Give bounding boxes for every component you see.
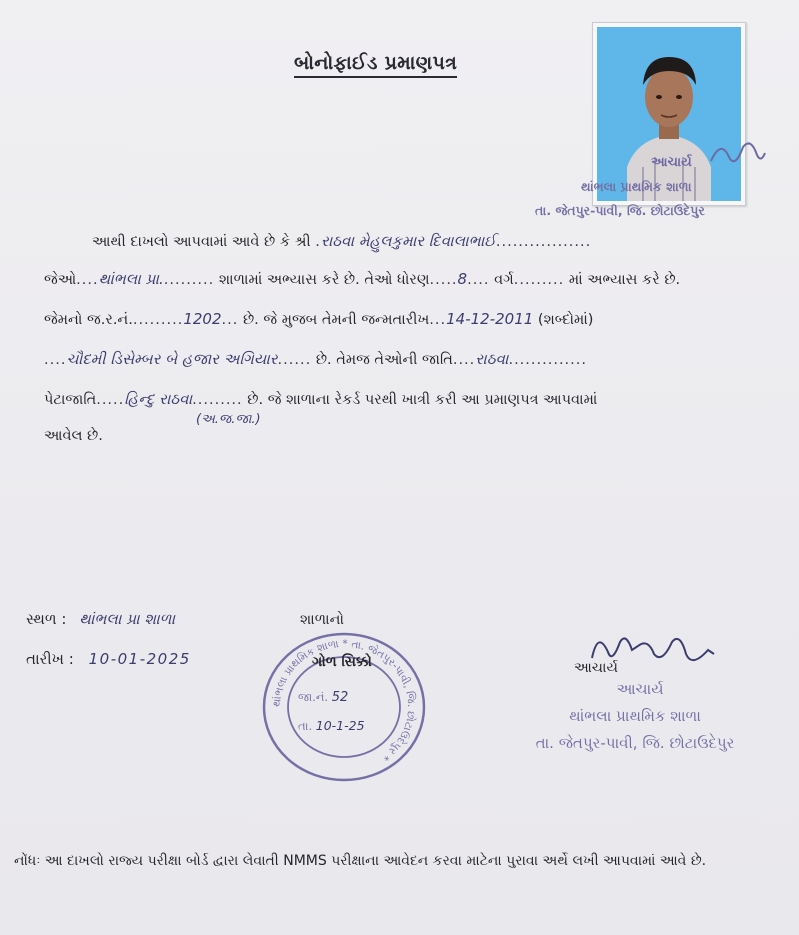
place-row: [26, 610, 175, 628]
student-photo: [535, 22, 746, 218]
line4-mid: છે. તેમજ તેઓની જાતિ: [315, 352, 453, 368]
seal-date-value: 10-1-25: [315, 718, 365, 733]
place-value: થાંભલા પ્રા શાળા: [79, 610, 175, 628]
signature-label: આચાર્ય: [574, 660, 618, 676]
caste: રાઠવા: [475, 350, 509, 368]
seal-no-label: જા.નં.: [298, 690, 329, 704]
subcaste: હિન્દુ રાઠવા: [124, 390, 193, 408]
register-no: 1202: [183, 310, 222, 328]
date-label: તારીખ :: [26, 650, 74, 668]
student-name: રાઠવા મેહુલકુમાર દિવાલાભાઈ: [320, 232, 496, 250]
principal-role: આચાર્ય: [616, 680, 664, 698]
line3-suffix: (શબ્દોમાં): [537, 312, 594, 328]
line3-prefix: જેમનો જ.ર.નં.: [44, 312, 133, 328]
photo-signature: [707, 133, 767, 173]
body-line-5: પેટાજાતિ.....હિન્દુ રાઠવા......... છે. જે શાળાના રેકર્ડ પરથી ખાત્રી કરી આ પ્રમાણપત્ર આપવામાં: [44, 390, 598, 408]
seal-date-row: [298, 718, 365, 734]
school-short: થાંભલા પ્રા.: [98, 270, 164, 288]
seal-no-row: [298, 690, 348, 705]
body-line-2: જેઓ....થાંભલા પ્રા.......... શાળામાં અભ્યાસ કરે છે. તેઓ ધોરણ.....8.... વર્ગ......... માં અભ્યાસ કરે છે.: [44, 270, 681, 288]
seal-ring-text: થાંભલા પ્રાથમિક શાળા * તા. જેતપુર-પાવી, જિ. છોટાઉદેપુર *: [270, 637, 418, 764]
date-value: 10-01-2025: [88, 650, 191, 668]
photo-stamp-place: તા. જેતપુર-પાવી, જિ. છોટાઉદેપુર: [535, 203, 705, 218]
line2-mid: શાળામાં અભ્યાસ કરે છે. તેઓ ધોરણ: [218, 272, 430, 288]
line2-suffix: માં અભ્યાસ કરે છે.: [568, 272, 681, 288]
certificate-note: નોંધઃ આ દાખલો રાજ્ય પરીક્ષા બોર્ડ દ્વારા લેવાતી NMMS પરીક્ષાના આવેદન કરવા માટેના પુરાવા અર્થે લખી આપવામાં આવે છે.: [14, 853, 707, 869]
line2-mid2: વર્ગ: [494, 272, 514, 288]
photo-stamp-role: આચાર્ય: [651, 155, 692, 170]
line2-prefix: જેઓ: [44, 272, 77, 288]
body-line-4: ....ચૌદમી ડિસેમ્બર બે હજાર અગિયાર...... છે. તેમજ તેઓની જાતિ....રાઠવા..............: [44, 350, 587, 368]
birth-words: ચૌદમી ડિસેમ્બર બે હજાર અગિયાર: [66, 350, 278, 368]
seal-no-value: 52: [331, 690, 349, 705]
line5-suffix: છે. જે શાળાના રેકર્ડ પરથી ખાત્રી કરી આ પ્રમાણપત્ર આપવામાં: [247, 392, 598, 408]
certificate-title: બોનોફાઈડ પ્રમાણપત્ર: [294, 52, 457, 78]
seal-label-1: શાળાનો: [300, 612, 345, 628]
photo-stamp-school: થાંભલા પ્રાથમિક શાળા: [581, 179, 692, 194]
date-row: [26, 650, 191, 668]
place-label: સ્થળ :: [26, 610, 67, 628]
line1-prefix: આથી દાખલો આપવામાં આવે છે કે શ્રી: [92, 234, 311, 250]
line3-mid: છે. જે મુજબ તેમની જન્મતારીખ: [242, 312, 430, 328]
subcaste-note: (અ.જ.જા.): [196, 412, 261, 427]
school-round-seal: [262, 632, 426, 782]
body-line-3: જેમનો જ.ર.નં..........1202... છે. જે મુજબ તેમની જન્મતારીખ...14-12-2011 (શબ્દોમાં): [44, 310, 594, 328]
principal-school: થાંભલા પ્રાથમિક શાળા: [569, 707, 701, 725]
body-line-1: આથી દાખલો આપવામાં આવે છે કે શ્રી .રાઠવા મેહુલકુમાર દિવાલાભાઈ.................: [92, 232, 592, 250]
principal-stamp: [500, 676, 770, 757]
birth-date: 14-12-2011: [446, 310, 534, 328]
student-photo-image: [597, 27, 741, 201]
line5-prefix: પેટાજાતિ: [44, 392, 97, 408]
standard: 8: [457, 270, 468, 288]
principal-signature: [574, 624, 722, 680]
body-line-6: આવેલ છે.: [44, 428, 103, 444]
seal-date-label: તા.: [298, 719, 313, 733]
principal-place: તા. જેતપુર-પાવી, જિ. છોટાઉદેપુર: [535, 734, 735, 752]
seal-label-2: ગોળ સિક્કો: [312, 654, 372, 670]
